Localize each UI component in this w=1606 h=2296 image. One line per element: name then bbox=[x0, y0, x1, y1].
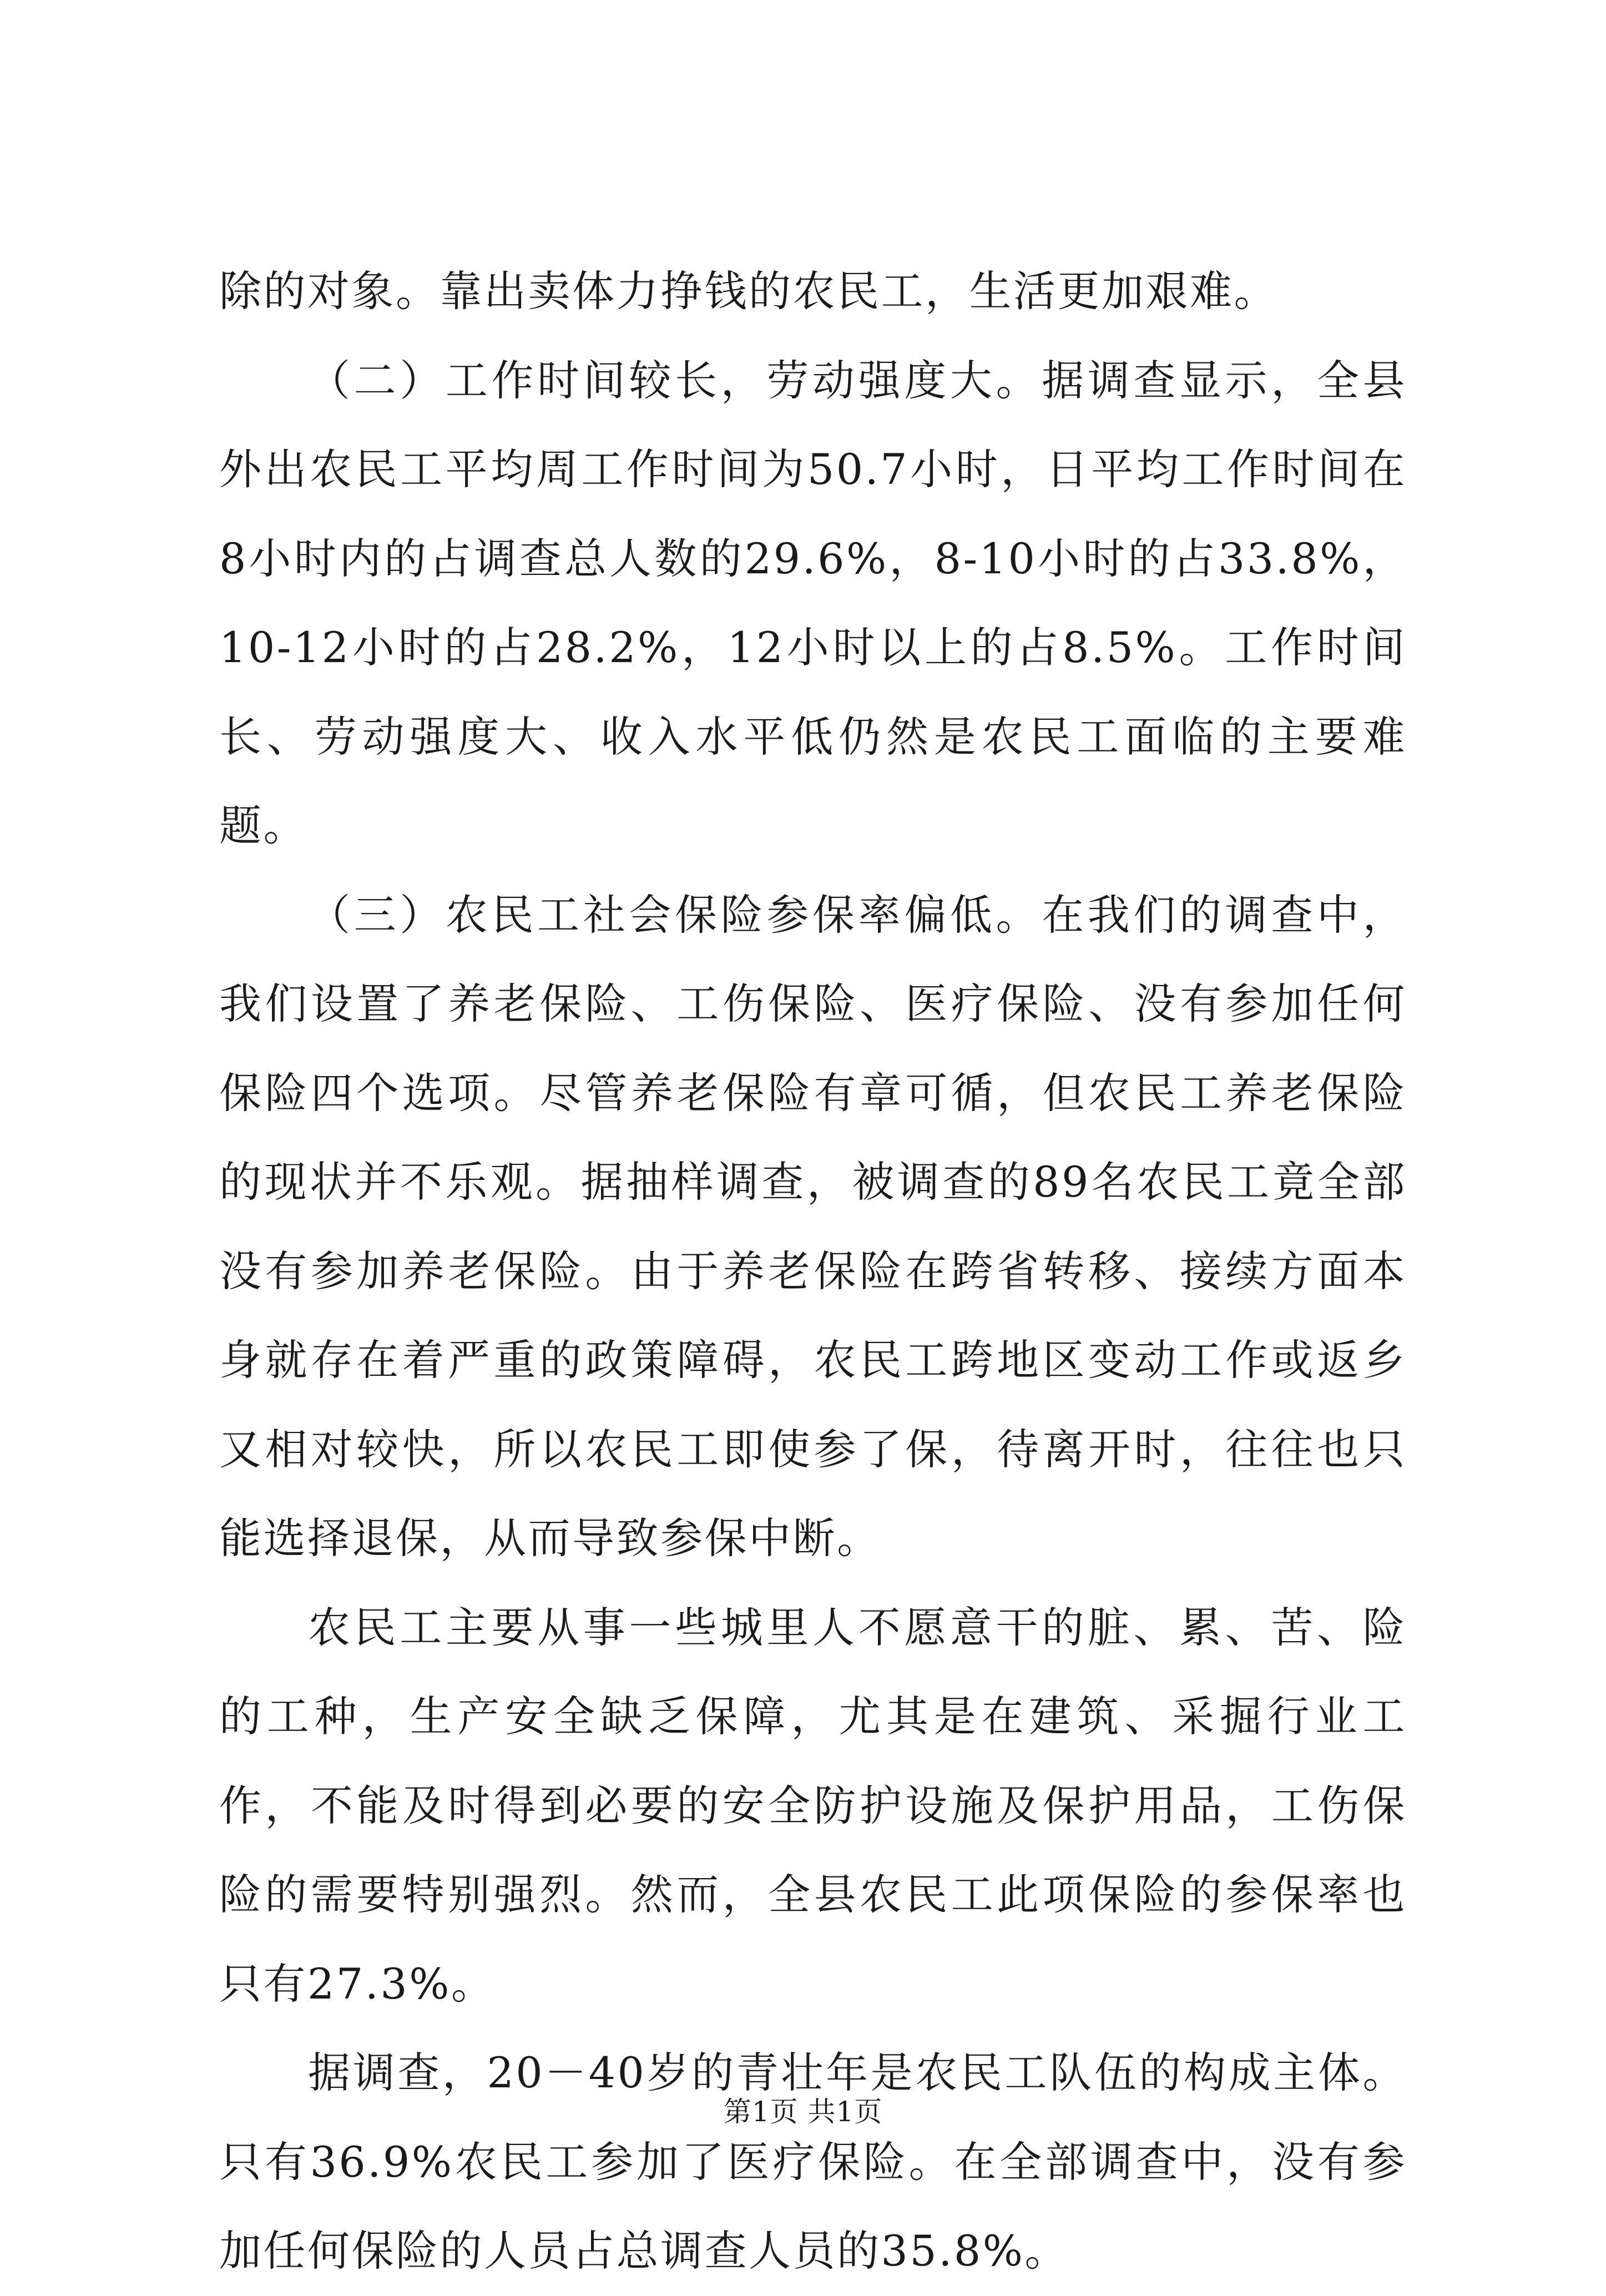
paragraph-continuation: 除的对象。靠出卖体力挣钱的农民工，生活更加艰难。 bbox=[219, 266, 1278, 316]
paragraph-working-hours: （二）工作时间较长，劳动强度大。据调查显示，全县外出农民工平均周工作时间为50.7小时，日平均工作时间在8小时内的占调查总人数的29.6%，8-10小时的占33.8%，10-12小时的占28.2%，12小时以上的占8.5%。工作时间长、劳动强度大、收入水平低仍然是农民工面临的主要难题。 bbox=[219, 355, 1407, 850]
paragraph-medical-insurance: 据调查，20－40岁的青壮年是农民工队伍的构成主体。只有36.9%农民工参加了医疗保险。在全部调查中，没有参加任何保险的人员占总调查人员的35.8%。 bbox=[219, 2048, 1407, 2275]
paragraph-social-insurance: （三）农民工社会保险参保率偏低。在我们的调查中，我们设置了养老保险、工伤保险、医疗保险、没有参加任何保险四个选项。尽管养老保险有章可循，但农民工养老保险的现状并不乐观。据抽样调查，被调查的89名农民工竟全部没有参加养老保险。由于养老保险在跨省转移、接续方面本身就存在着严重的政策障碍，农民工跨地区变动工作或返乡又相对较快，所以农民工即使参了保，待离开时，往往也只能选择退保，从而导致参保中断。 bbox=[219, 890, 1407, 1563]
document-body bbox=[219, 247, 1407, 2296]
paragraph-work-injury-insurance: 农民工主要从事一些城里人不愿意干的脏、累、苦、险的工种，生产安全缺乏保障，尤其是在建筑、采掘行业工作，不能及时得到必要的安全防护设施及保护用品，工伤保险的需要特别强烈。然而，全县农民工此项保险的参保率也只有27.3%。 bbox=[219, 1602, 1407, 2009]
page-footer: 第1页 共1页 bbox=[723, 2096, 883, 2128]
